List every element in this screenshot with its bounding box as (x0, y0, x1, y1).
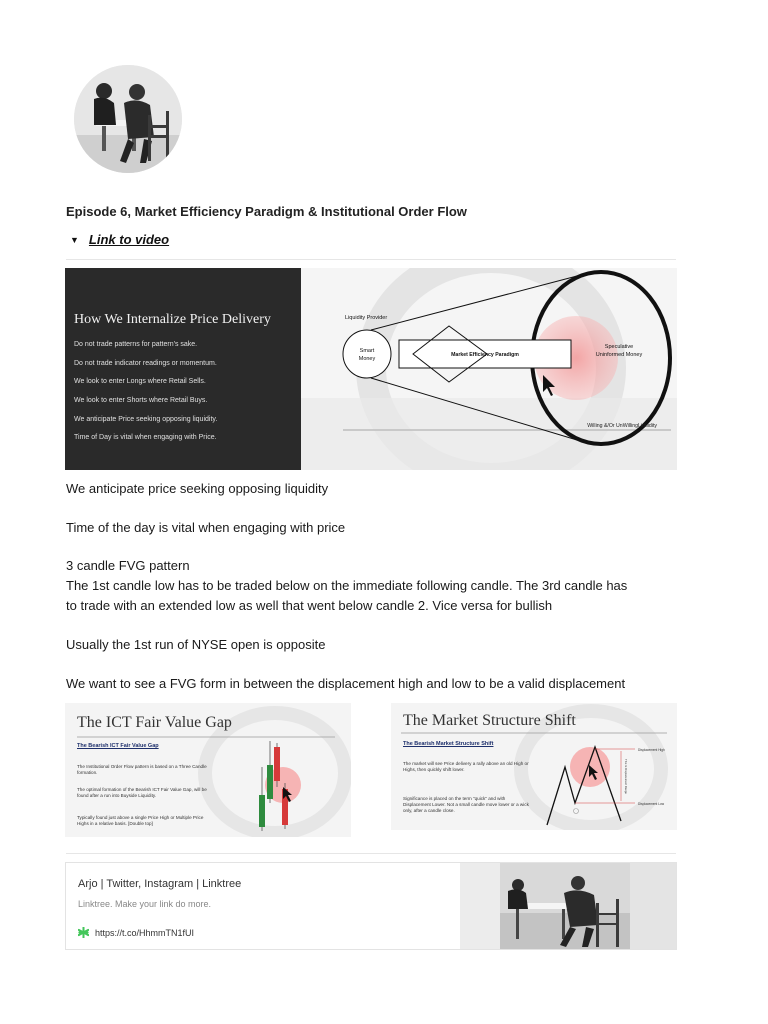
note-text: 3 candle FVG pattern (66, 558, 190, 573)
divider (66, 259, 676, 260)
linktree-icon (78, 927, 89, 938)
slide-heading: How We Internalize Price Delivery (74, 312, 271, 327)
video-link[interactable]: Link to video (88, 232, 170, 247)
displacement-high-label: Displacement High (638, 748, 665, 752)
slide-title: The ICT Fair Value Gap (77, 714, 232, 731)
slide-text-panel (65, 268, 301, 470)
note-text: We want to see a FVG form in between the displacement high and low to be a valid displacement (66, 676, 626, 691)
smart-money-label: Smart (359, 348, 375, 354)
willing-liquidity-label: Willing &/Or UnWillingLiquidity (587, 423, 657, 429)
displacement-low-label: Displacement Low (638, 802, 665, 806)
bookmark-thumbnail (460, 863, 676, 949)
note-text: We anticipate price seeking opposing liquidity (66, 481, 329, 496)
smart-money-circle (343, 330, 391, 378)
bookmark-url-row[interactable] (78, 927, 194, 938)
slide-bullet: We look to enter Shorts where Retail Buys. (74, 397, 208, 404)
slide-bullet: Do not trade indicator readings or momentum. (74, 360, 217, 367)
divider (66, 853, 676, 854)
bookmark-description: Linktree. Make your link do more. (78, 899, 212, 909)
slide-paragraph: The market will see Price delivery a rally above an old High or Highs, then quickly shift lower. (403, 761, 529, 772)
note-text: to trade with an extended low as well that went below candle 2. Vice versa for bullish (66, 598, 553, 613)
slide-bullet: Do not trade patterns for pattern's sake. (74, 341, 198, 348)
slide-bullet: Time of Day is vital when engaging with Price. (74, 434, 217, 441)
slide-subtitle: The Bearish ICT Fair Value Gap (77, 743, 159, 749)
chess-players-photo (74, 65, 182, 173)
bookmark-title[interactable]: Arjo | Twitter, Instagram | Linktree (78, 878, 242, 890)
paradigm-label: Market Efficiency Paradigm (451, 352, 519, 358)
note-text: The 1st candle low has to be traded below on the immediate following candle. The 3rd candle has (66, 578, 628, 593)
speculative-label: Speculative (604, 344, 634, 350)
slide-fair-value-gap (65, 703, 351, 837)
triangle-down-icon[interactable]: ▼ (70, 234, 79, 245)
slide-price-delivery (65, 268, 677, 470)
avatar (74, 65, 182, 173)
note-text: Usually the 1st run of NYSE open is opposite (66, 637, 326, 652)
displacement-range-label: This Is Displacement Range (624, 759, 628, 794)
smart-money-label: Money (358, 356, 376, 362)
slide-subtitle: The Bearish Market Structure Shift (403, 741, 494, 747)
slide-title: The Market Structure Shift (403, 712, 576, 729)
slide-paragraph: Significance is placed on the term "quick" and with Displacement Lower. Not a small candle move lower or a wick only, after a candle close. (403, 796, 529, 813)
video-toggle[interactable] (70, 232, 169, 247)
slide-paragraph: The Institutional Order Flow pattern is based on a Three Candle formation. (77, 764, 207, 775)
speculative-label: Uninformed Money (595, 352, 643, 358)
bookmark-url[interactable]: https://t.co/HhmmTN1fUI (95, 927, 195, 938)
slide-bullet: We anticipate Price seeking opposing liquidity. (74, 416, 218, 423)
liquidity-provider-label: Liquidity Provider (345, 315, 388, 321)
slide-bullet: We look to enter Longs where Retail Sells. (74, 378, 206, 385)
paradigm-diagram (301, 268, 677, 470)
page-title: Episode 6, Market Efficiency Paradigm & Institutional Order Flow (66, 204, 467, 219)
note-text: Time of the day is vital when engaging with price (66, 520, 346, 535)
slide-paragraph: The optimal formation of the Bearish ICT Fair Value Gap, will be found after a run into Buyside Liquidity. (77, 787, 207, 798)
slide-market-structure-shift (391, 703, 677, 830)
slide-paragraph: Typically found just above a single Price High or Multiple Price Highs in a relative basis. [Double top] (77, 815, 204, 826)
linktree-bookmark-card[interactable] (65, 862, 677, 950)
